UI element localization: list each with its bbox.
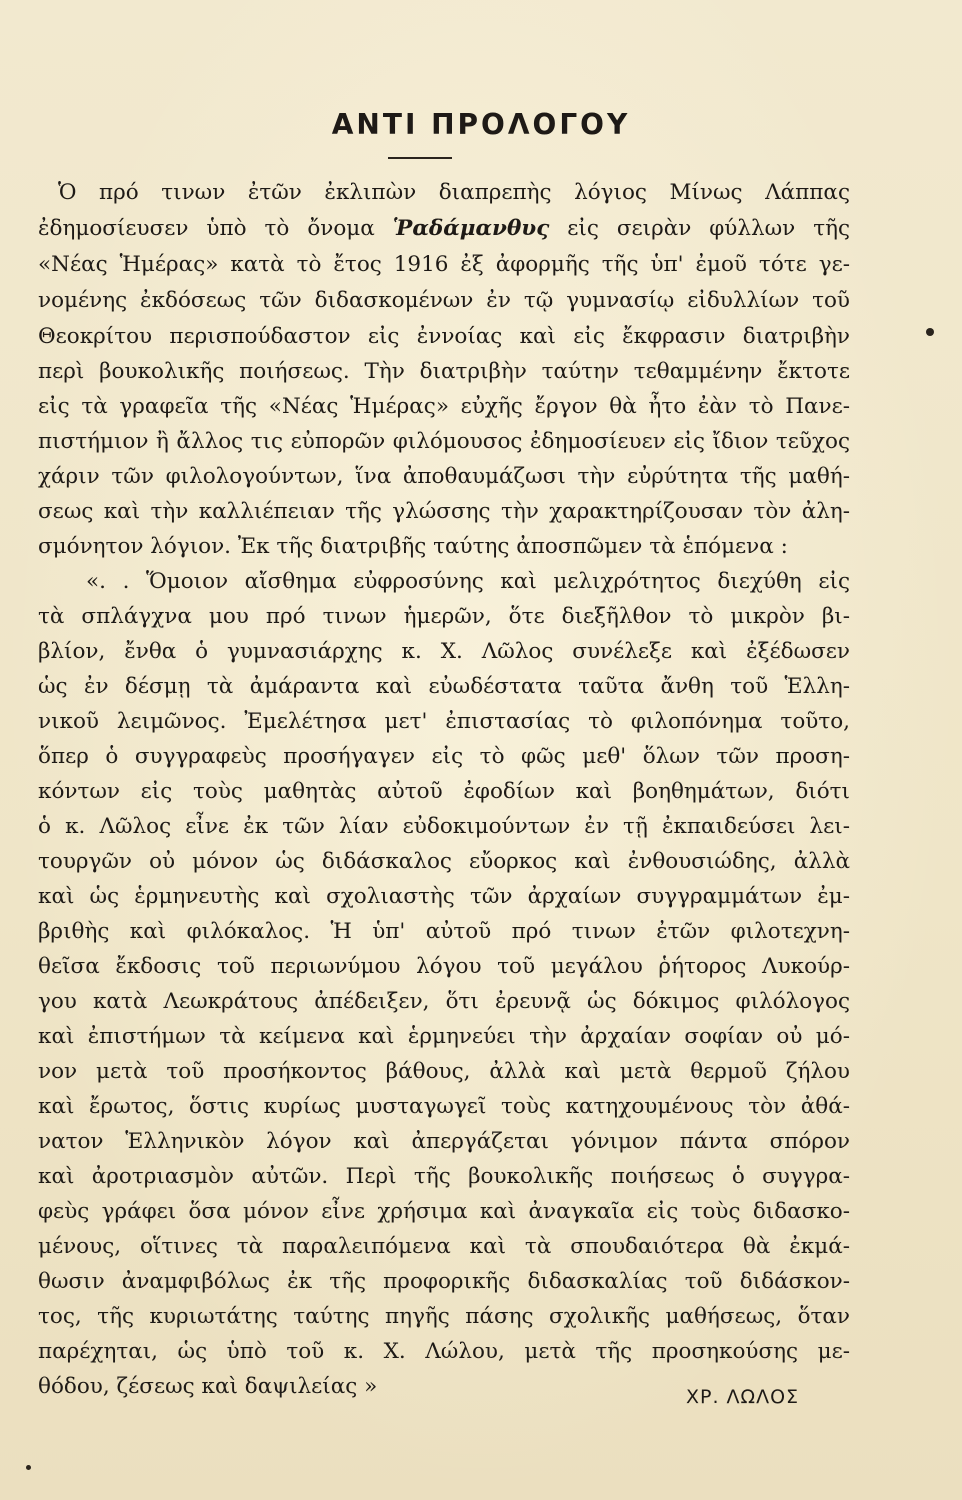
text-line: Θεοκρίτου περισπούδαστον εἰς ἐννοίας καὶ εἰς ἔκφρασιν διατριβὴν bbox=[38, 324, 850, 349]
margin-mark bbox=[926, 328, 934, 336]
quote-line: νατον Ἑλληνικὸν λόγον καὶ ἀπεργάζεται γόνιμον πάντα σπόρον bbox=[38, 1129, 850, 1154]
margin-mark bbox=[26, 1465, 31, 1470]
quote-line: «. . Ὅμοιον αἴσθημα εὐφροσύνης καὶ μελιχρότητος διεχύθη εἰς bbox=[86, 569, 850, 594]
quote-line: μένους, οἵτινες τὰ παραλειπόμενα καὶ τὰ σπουδαιότερα θὰ ἐκμά- bbox=[38, 1234, 850, 1259]
text-line: Ὁ πρό τινων ἐτῶν ἐκλιπὼν διαπρεπὴς λόγιος Μίνως Λάππας bbox=[58, 180, 850, 205]
quote-line: νον μετὰ τοῦ προσήκοντος βάθους, ἀλλὰ καὶ μετὰ θερμοῦ ζήλου bbox=[38, 1059, 850, 1084]
text-line: «Νέας Ἡμέρας» κατὰ τὸ ἔτος 1916 ἐξ ἀφορμῆς τῆς ὑπ' ἐμοῦ τότε γε- bbox=[38, 252, 850, 277]
text-line: πιστήμιον ἢ ἄλλος τις εὐπορῶν φιλόμουσος ἐδημοσίευεν εἰς ἴδιον τεῦχος bbox=[38, 429, 850, 454]
quote-line: καὶ ἔρωτος, ὅστις κυρίως μυσταγωγεῖ τοὺς κατηχουμένους τὸν ἀθά- bbox=[38, 1094, 850, 1119]
text-line-with-pseudonym bbox=[38, 216, 850, 242]
quote-line: φεὺς γράφει ὅσα μόνον εἶνε χρήσιμα καὶ ἀναγκαῖα εἰς τοὺς διδασκο- bbox=[38, 1199, 850, 1224]
quote-line: θόδου, ζέσεως καὶ δαψιλείας » bbox=[38, 1374, 378, 1399]
page-title: ΑΝΤΙ ΠΡΟΛΟΓΟΥ bbox=[331, 108, 631, 141]
quote-line: καὶ ἀροτριασμὸν αὐτῶν. Περὶ τῆς βουκολικῆς ποιήσεως ὁ συγγρα- bbox=[38, 1164, 850, 1189]
quote-line: τουργῶν οὐ μόνον ὡς διδάσκαλος εὔορκος καὶ ἐνθουσιώδης, ἀλλὰ bbox=[38, 849, 850, 874]
quote-line: γου κατὰ Λεωκράτους ἀπέδειξεν, ὅτι ἐρευνᾷ ὡς δόκιμος φιλόλογος bbox=[38, 989, 850, 1014]
author-signature: ΧΡ. ΛΩΛΟΣ bbox=[686, 1386, 800, 1408]
text-line: περὶ βουκολικῆς ποιήσεως. Τὴν διατριβὴν ταύτην τεθαμμένην ἔκτοτε bbox=[38, 359, 850, 384]
text-line: νομένης ἐκδόσεως τῶν διδασκομένων ἐν τῷ γυμνασίῳ εἰδυλλίων τοῦ bbox=[38, 288, 850, 313]
quote-line: ὅπερ ὁ συγγραφεὺς προσήγαγεν εἰς τὸ φῶς μεθ' ὅλων τῶν προση- bbox=[38, 744, 850, 769]
quote-line: νικοῦ λειμῶνος. Ἐμελέτησα μετ' ἐπιστασίας τὸ φιλοπόνημα τοῦτο, bbox=[38, 709, 850, 734]
text-segment: ἐδημοσίευσεν ὑπὸ τὸ ὄνομα bbox=[38, 216, 375, 241]
text-line: χάριν τῶν φιλολογούντων, ἵνα ἀποθαυμάζωσι τὴν εὐρύτητα τῆς μαθή- bbox=[38, 464, 850, 489]
quote-line: τος, τῆς κυριωτάτης ταύτης πηγῆς πάσης σχολικῆς μαθήσεως, ὅταν bbox=[38, 1304, 850, 1329]
quote-line: ὡς ἐν δέσμῃ τὰ ἀμάραντα καὶ εὐωδέστατα ταῦτα ἄνθη τοῦ Ἑλλη- bbox=[38, 674, 850, 699]
quote-line: βλίον, ἔνθα ὁ γυμνασιάρχης κ. Χ. Λῶλος συνέλεξε καὶ ἐξέδωσεν bbox=[38, 639, 850, 664]
quote-line: βριθὴς καὶ φιλόκαλος. Ἡ ὑπ' αὐτοῦ πρό τινων ἐτῶν φιλοτεχνη- bbox=[38, 919, 850, 944]
title-divider bbox=[388, 157, 452, 159]
pseudonym: Ῥαδάμανθυς bbox=[392, 216, 550, 241]
quote-line: τὰ σπλάγχνα μου πρό τινων ἡμερῶν, ὅτε διεξῆλθον τὸ μικρὸν βι- bbox=[38, 604, 850, 629]
quote-line: κόντων εἰς τοὺς μαθητὰς αὐτοῦ ἐφοδίων καὶ βοηθημάτων, διότι bbox=[38, 779, 850, 804]
text-line: σεως καὶ τὴν καλλιέπειαν τῆς γλώσσης τὴν χαρακτηρίζουσαν τὸν ἀλη- bbox=[38, 499, 850, 524]
quote-line: θεῖσα ἔκδοσις τοῦ περιωνύμου λόγου τοῦ μεγάλου ῥήτορος Λυκούρ- bbox=[38, 954, 850, 979]
quote-line: παρέχηται, ὡς ὑπὸ τοῦ κ. Χ. Λώλου, μετὰ τῆς προσηκούσης με- bbox=[38, 1339, 850, 1364]
quote-line: θωσιν ἀναμφιβόλως ἐκ τῆς προφορικῆς διδασκαλίας τοῦ διδάσκον- bbox=[38, 1269, 850, 1294]
quote-line: ὁ κ. Λῶλος εἶνε ἐκ τῶν λίαν εὐδοκιμούντων ἐν τῇ ἐκπαιδεύσει λει- bbox=[38, 814, 850, 839]
text-line: σμόνητον λόγιον. Ἐκ τῆς διατριβῆς ταύτης ἀποσπῶμεν τὰ ἑπόμενα : bbox=[38, 534, 788, 559]
quote-line: καὶ ὡς ἑρμηνευτὴς καὶ σχολιαστὴς τῶν ἀρχαίων συγγραμμάτων ἐμ- bbox=[38, 884, 850, 909]
text-segment: εἰς σειρὰν φύλλων τῆς bbox=[567, 216, 851, 241]
quote-line: καὶ ἐπιστήμων τὰ κείμενα καὶ ἑρμηνεύει τὴν ἀρχαίαν σοφίαν οὐ μό- bbox=[38, 1024, 850, 1049]
text-line: εἰς τὰ γραφεῖα τῆς «Νέας Ἡμέρας» εὐχῆς ἔργον θὰ ἦτο ἐὰν τὸ Πανε- bbox=[38, 394, 850, 419]
